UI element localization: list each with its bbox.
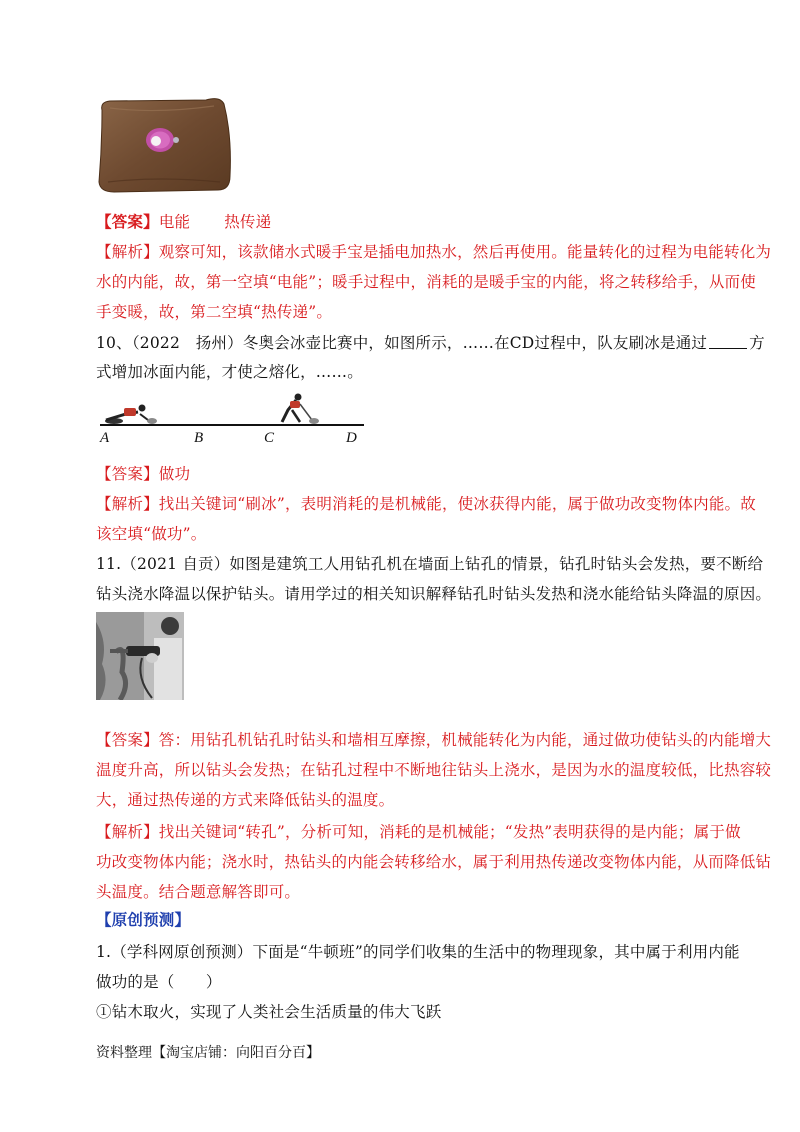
q10-analysis-line-1: 【解析】找出关键词“刷冰”，表明消耗的是机械能，使冰获得内能，属于做功改变物体内能。故 [96,495,756,513]
q9-analysis-line-2: 水的内能，故，第一空填“电能”；暖手过程中，消耗的是暖手宝的内能，将之转移给手，从而使 [96,273,756,291]
section-q1-line-1: 1.（学科网原创预测）下面是“牛顿班”的同学们收集的生活中的物理现象，其中属于利用内能 [96,943,740,961]
q11-answer-line-3: 大，通过热传递的方式来降低钻头的温度。 [96,791,395,809]
point-b-label: B [194,430,204,446]
curler-a [105,405,157,425]
curling-figure [96,392,368,446]
q11-answer-line-2: 温度升高，所以钻头会发热；在钻孔过程中不断地往钻头上浇水，是因为水的温度较低，比热容较 [96,761,772,779]
q11-answer-line-1: 【答案】答：用钻孔机钻孔时钻头和墙相互摩擦，机械能转化为内能，通过做功使钻头的内能增大 [96,731,772,749]
q10-stem-line-1: 10、（2022 扬州）冬奥会冰壶比赛中，如图所示，……在CD过程中，队友刷冰是通过 方 [96,334,765,352]
point-d-label: D [346,430,357,446]
curler-c [282,394,319,425]
q9-answer: 【答案】电能 热传递 [96,212,272,231]
section-q1-line-3: ①钻木取火，实现了人类社会生活质量的伟大飞跃 [96,1003,442,1021]
q9-analysis-line-3: 手变暖，故，第二空填“热传递”。 [96,303,333,321]
q10-analysis-line-2: 该空填“做功”。 [96,525,207,543]
point-a-label: A [100,430,110,446]
point-c-label: C [264,430,275,446]
answer-blank [709,332,747,349]
q9-analysis-line-1: 【解析】观察可知，该款储水式暖手宝是插电加热水，然后再使用。能量转化的过程为电能转化为 [96,243,772,261]
drilling-photo [96,612,184,700]
q11-stem-line-2: 钻头浇水降温以保护钻头。请用学过的相关知识解释钻孔时钻头发热和浇水能给钻头降温的原因。 [96,585,772,603]
q11-analysis-line-3: 头温度。结合题意解答即可。 [96,883,301,901]
q11-analysis-line-2: 功改变物体内能；浇水时，热钻头的内能会转移给水，属于利用热传递改变物体内能，从而降低钻 [96,853,772,871]
page-footer: 资料整理【淘宝店铺：向阳百分百】 [96,1045,320,1061]
q11-stem-line-1: 11.（2021 自贡）如图是建筑工人用钻孔机在墙面上钻孔的情景，钻孔时钻头会发热，要不断给 [96,555,764,573]
q10-answer: 【答案】做功 [96,465,191,483]
q10-stem-line-2: 式增加冰面内能，才使之熔化，……。 [96,363,363,381]
q11-analysis-line-1: 【解析】找出关键词“转孔”，分析可知，消耗的是机械能；“发热”表明获得的是内能；属于做 [96,823,741,841]
section-q1-line-2: 做功的是（ ） [96,973,222,991]
section-heading: 【原创预测】 [96,910,191,929]
hand-warmer-image [96,96,234,194]
